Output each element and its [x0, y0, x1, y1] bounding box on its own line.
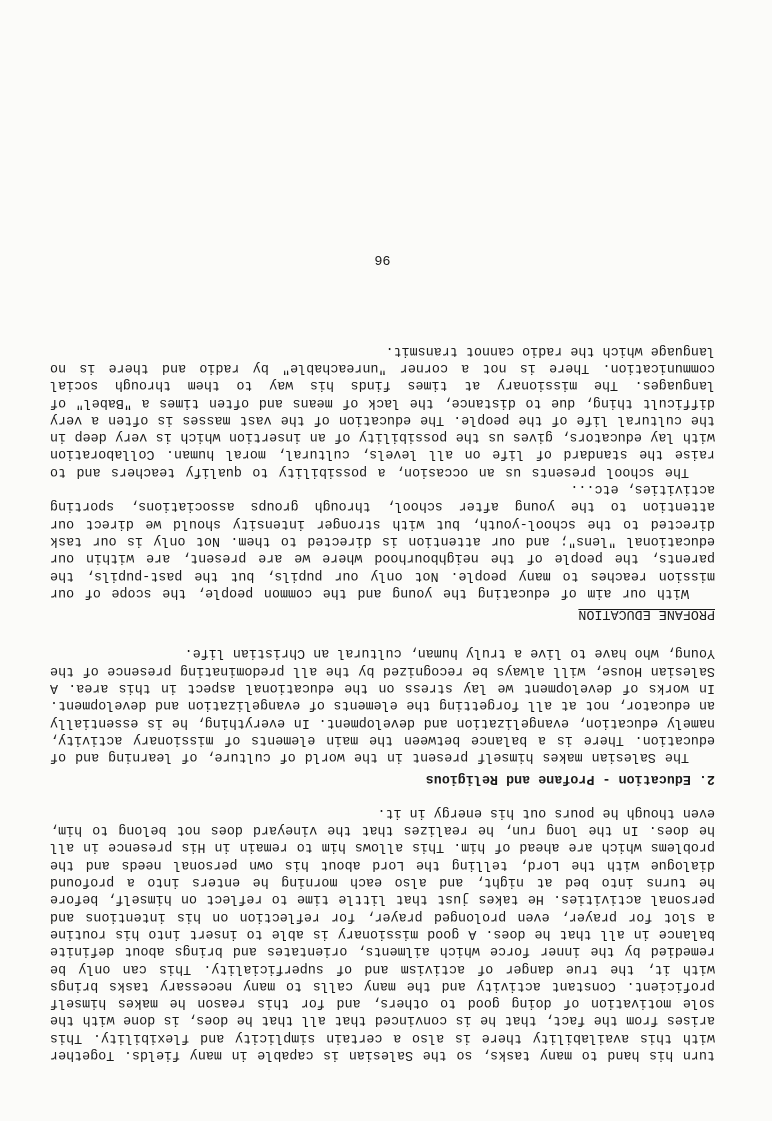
body-paragraph: turn his hand to many tasks, so the Salesian is capable in many fields. Together with this availability there is also a certain simplicity and flexibility. This arises from the fact, that he is convinced that all that he does, is done with the sole motivation of doing good to others, and for this reason he makes himself proficient. Constant activity and the many calls to many necessary tasks brings with it, the true danger of activism and of superficiality. This can only be remedied by the inner force which ailments, orientates and brings about definite balance in all that he does. A good missionary is able to insert into his routine a slot for prayer, even prolonged prayer, for reflection on his intentions and personal activities. He takes just that little time to reflect on himself, before he turns into bed at night, and also each morning he enters into a profound dialogue with the Lord, telling the Lord about his own personal needs and the problems which are ahead of him. This allows him to remain in His presence in all he does. In the long run, he realizes that the vineyard does not belong to him, even though he pours out his energy in it.: [50, 804, 715, 1062]
section-heading: 2. Education - Profane and Religious: [425, 770, 715, 786]
page-number: 96: [374, 251, 391, 267]
subheading-profane-education: PROFANE EDUCATION: [578, 606, 715, 622]
body-paragraph: The Salesian makes himself present in the world of culture, of learning and of education. There is a balance between the main elements of missionary activity, namely education, evangelization and development. In everything, he is essentially an educator, not at all forgetting the elements of evangelization and development. In works of development we lay stress on the educational aspect in this area. A Salesian House, will always be recognized by the all predominating presence of the Young, who have to live a truly human, cultural an Christian life.: [50, 645, 715, 765]
body-paragraph: The school presents us an occasion, a possibility to qualify teachers and to raise the standard of life on all levels, cultural, moral human. Collaboration with lay educators, gives us the possibility of an insertion which is very deep in the cultural life of the people. The education of the vast masses is often a very difficult thing, due to distance, the lack of means and often times a "Babel" of languages. The missionary at times finds his way to them through social communication. There is not a corner "unreachable" by radio and there is no language which the radio cannot transmit.: [50, 342, 715, 479]
body-paragraph: With our aim of educating the young and the common people, the scope of our mission reaches to many people. Not only our pupils, but the past-pupils, the parents, the people of the neighbourhood where we are present, are within our educational "lens"; and our attention is directed to them. Not only is our task directed to the school-youth, but with stronger intensity should we direct our attention to the young after school, through groups associations, sporting activities, etc...: [50, 481, 715, 600]
document-body: [50, 250, 715, 1063]
